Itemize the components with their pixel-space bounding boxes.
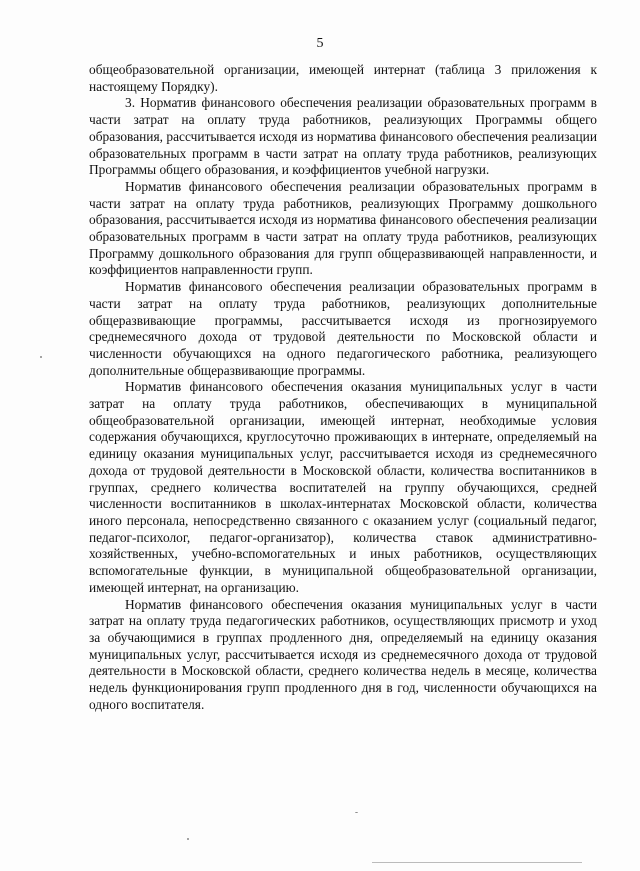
document-body [89, 62, 597, 713]
scan-speck [40, 356, 42, 358]
paragraph-extended-day-norm: Норматив финансового обеспечения оказания муниципальных услуг в части затрат на оплату труда педагогических работников, осуществляющих присмотр и уход за обучающимися в группах продленного дня, определяемый на единицу оказания муниципальных услуг, рассчитывается исходя из среднемесячного дохода от трудовой деятельности в Московской области, среднего количества недель в месяце, количества недель функционирования групп продленного дня в год, численности обучающихся на одного воспитателя. [89, 596, 597, 712]
scan-speck [187, 838, 189, 840]
scan-edge-line [372, 862, 582, 863]
paragraph-general-education-norm: 3. Норматив финансового обеспечения реализации образовательных программ в части затрат на оплату труда работников, реализующих Программы общего образования, рассчитывается исходя из норматива финансового обеспечения реализации образовательных программ в части затрат на оплату труда работников, реализующих Программы общего образования, и коэффициентов учебной нагрузки. [89, 95, 597, 178]
page-number: 5 [316, 36, 324, 51]
scan-speck [355, 812, 358, 813]
paragraph-continuation: общеобразовательной организации, имеющей интернат (таблица 3 приложения к настоящему Порядку). [89, 62, 597, 94]
paragraph-preschool-norm: Норматив финансового обеспечения реализации образовательных программ в части затрат на оплату труда работников, реализующих Программу дошкольного образования, рассчитывается исходя из норматива финансового обеспечения реализации образовательных программ в части затрат на оплату труда работников, реализующих Программу дошкольного образования для групп общеразвивающей направленности, и коэффициентов направленности групп. [89, 178, 597, 278]
paragraph-additional-programs-norm: Норматив финансового обеспечения реализации образовательных программ в части затрат на оплату труда работников, реализующих дополнительные общеразвивающие программы, рассчитывается исходя из прогнозируемого среднемесячного дохода от трудовой деятельности по Московской области и численности обучающихся на одного педагогического работника, реализующего дополнительные общеразвивающие программы. [89, 279, 597, 378]
paragraph-boarding-school-norm: Норматив финансового обеспечения оказания муниципальных услуг в части затрат на оплату труда работников, обеспечивающих в муниципальной общеобразовательной организации, имеющей интернат, необходимые условия содержания обучающихся, круглосуточно проживающих в интернате, определяемый на единицу оказания муниципальных услуг, рассчитывается исходя из среднемесячного дохода от трудовой деятельности в Московской области, количества воспитанников в группах, среднего количества воспитателей на группу обучающихся, средней численности воспитанников в школах-интернатах Московской области, количества иного персонала, непосредственно связанного с оказанием услуг (социальный педагог, педагог-психолог, педагог-организатор), количества ставок административно-хозяйственных, учебно-вспомогательных и иных работников, осуществляющих вспомогательные функции, в муниципальной общеобразовательной организации, имеющей интернат, на организацию. [89, 379, 597, 595]
